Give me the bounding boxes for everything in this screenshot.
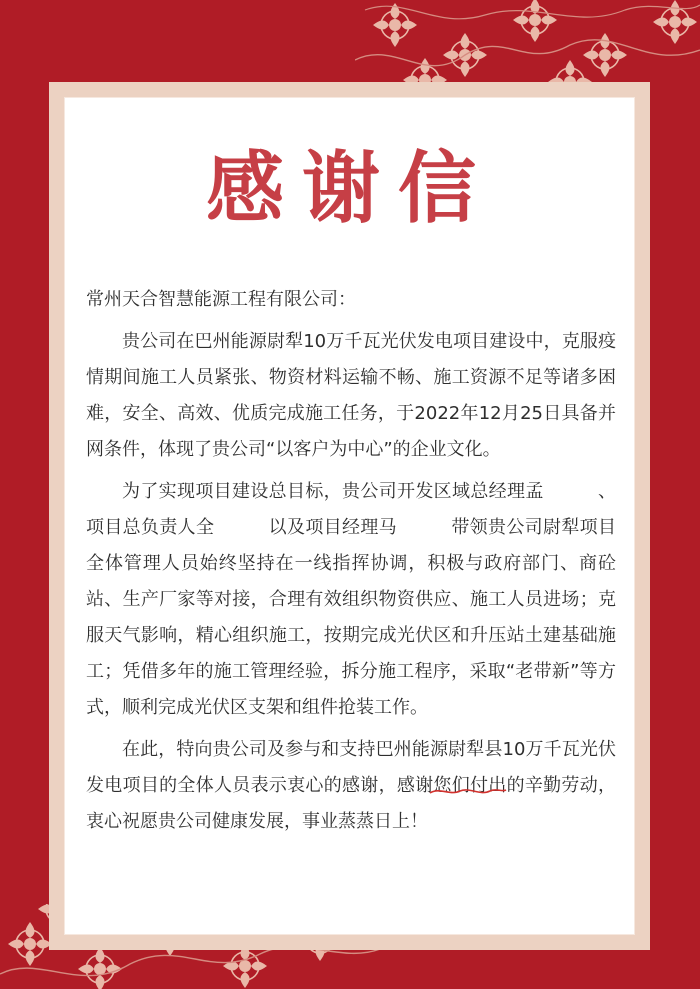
paragraph-2-part-4: 带领贵公司尉犁项目全体管理人员始终坚持在一线指挥协调，积极与政府部门、商砼站、生产厂家等对接，合理有效组织物资供应、施工人员进场；克服天气影响，精心组织施工，按期完成光伏区和升压站土建基础施工；凭借多年的施工管理经验，拆分施工程序，采取“老带新”等方式，顺利完成光伏区支架和组件抢装工作。	[86, 517, 617, 718]
letter-paragraph-1: 贵公司在巴州能源尉犁10万千瓦光伏发电项目建设中，克服疫情期间施工人员紧张、物资材料运输不畅、施工资源不足等诸多困难，安全、高效、优质完成施工任务，于2022年12月25日具备并网条件，体现了贵公司“以客户为中心”的企业文化。	[86, 331, 616, 460]
letter-body	[86, 282, 616, 840]
letter-title: 感谢信	[205, 143, 494, 234]
letter-paragraph-3: 在此，特向贵公司及参与和支持巴州能源尉犁县10万千瓦光伏发电项目的全体人员表示衷心的感谢，感谢您们付出的辛勤劳动，衷心祝愿贵公司健康发展，事业蒸蒸日上！	[86, 739, 616, 832]
paragraph-2-part-3: 以及项目经理马	[268, 517, 398, 538]
redacted-name	[544, 481, 598, 499]
redacted-name	[397, 517, 451, 535]
redacted-name	[214, 517, 268, 535]
paragraph-2-part-1: 为了实现项目建设总目标，贵公司开发区域总经理孟	[122, 481, 544, 502]
floral-ornament-top-right	[355, 0, 700, 90]
floral-pattern-icon	[355, 0, 700, 90]
letter-paragraph-2	[86, 474, 616, 726]
wavy-underline-mark	[428, 785, 508, 797]
letter-greeting: 常州天合智慧能源工程有限公司：	[86, 289, 356, 310]
paragraph-2-part-2: 、项目总负责人全	[86, 481, 617, 538]
